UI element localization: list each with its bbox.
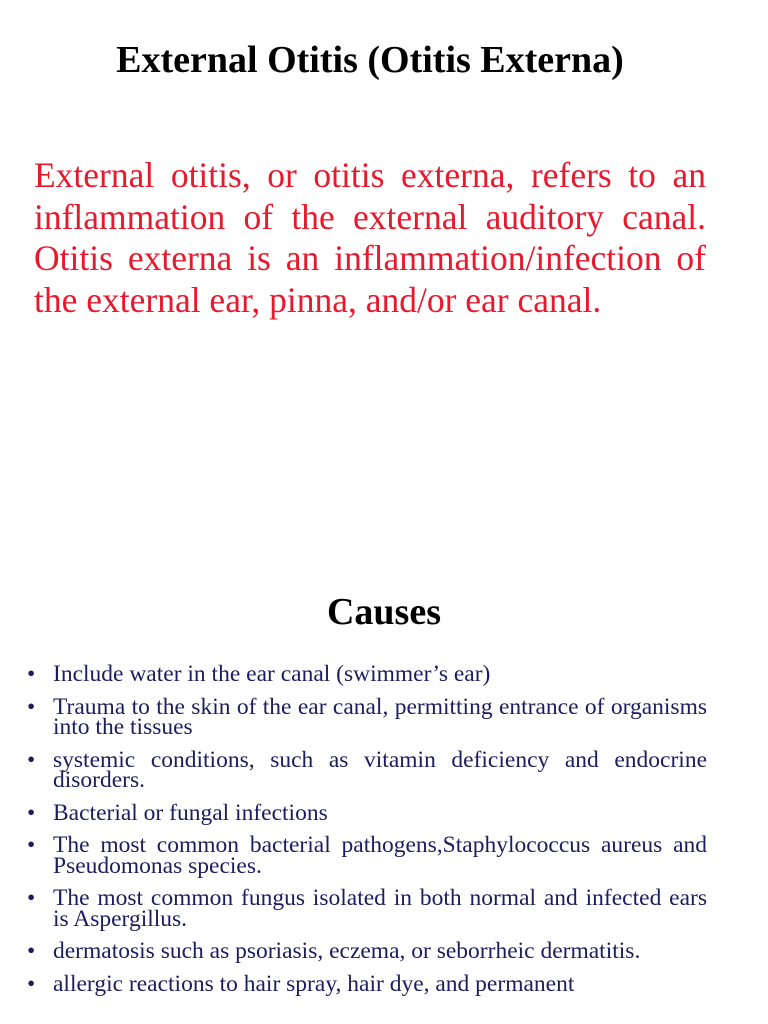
bullet-icon: • (27, 693, 36, 720)
page-title: External Otitis (Otitis Externa) (116, 39, 624, 81)
bullet-icon: • (27, 885, 36, 911)
list-item (24, 799, 707, 826)
list-item-text: The most common bacterial pathogens,Staphylococcus aureus and Pseudomonas species. (53, 832, 707, 879)
bullet-icon: • (27, 970, 36, 997)
list-item-text: systemic conditions, such as vitamin deficiency and endocrine disorders. (53, 746, 707, 793)
list-item-text: Include water in the ear canal (swimmer’s ear) (53, 661, 491, 687)
bullet-icon: • (27, 799, 36, 826)
causes-list (24, 661, 707, 1006)
list-item (24, 693, 707, 740)
bullet-icon: • (27, 746, 36, 773)
list-item-text: allergic reactions to hair spray, hair dye, and permanent (53, 970, 575, 997)
section-title-causes: Causes (326, 591, 442, 633)
list-item-text: dermatosis such as psoriasis, eczema, or seborrheic dermatitis. (53, 938, 641, 964)
bullet-icon: • (27, 938, 36, 964)
list-item (24, 746, 707, 793)
list-item (24, 832, 707, 879)
list-item (24, 970, 707, 997)
list-item-text: The most common fungus isolated in both normal and infected ears is Aspergillus. (53, 885, 707, 932)
intro-paragraph: External otitis, or otitis externa, refers to an inflammation of the external auditory canal. Otitis externa is an inflammation/infection of the external ear, pinna, and/or ear canal. (34, 155, 706, 320)
list-item (24, 661, 707, 687)
list-item (24, 938, 707, 964)
bullet-icon: • (27, 661, 36, 687)
bullet-icon: • (27, 832, 36, 858)
list-item-text: Bacterial or fungal infections (53, 799, 328, 826)
list-item-text: Trauma to the skin of the ear canal, permitting entrance of organisms into the tissues (53, 693, 707, 740)
list-item (24, 885, 707, 932)
